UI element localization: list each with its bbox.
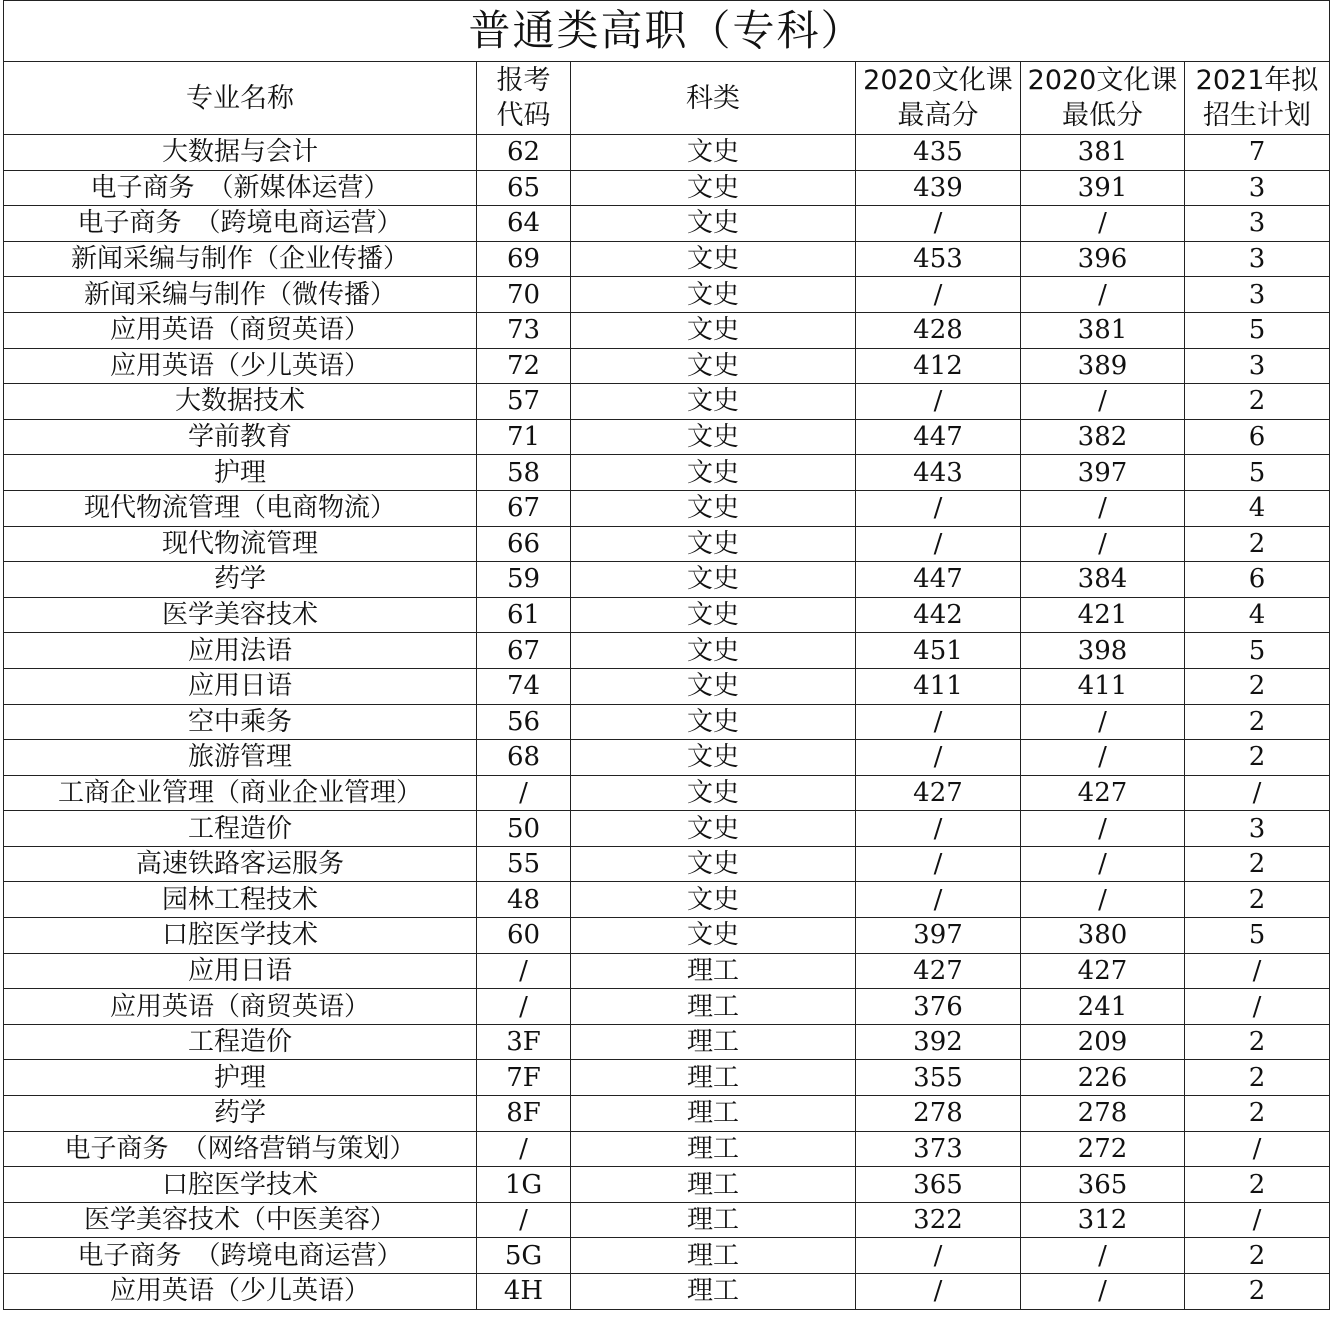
category-cell: 文史 <box>571 740 856 776</box>
code-cell: / <box>477 1131 571 1167</box>
code-cell: / <box>477 953 571 989</box>
min-score-cell: / <box>1021 704 1185 740</box>
table-row <box>4 526 1330 562</box>
table-row <box>4 277 1330 313</box>
max-score-cell: / <box>856 1238 1021 1274</box>
max-score-cell: 447 <box>856 562 1021 598</box>
major-cell: 工商企业管理（商业企业管理） <box>4 775 477 811</box>
header-code <box>477 62 571 135</box>
table-row <box>4 846 1330 882</box>
max-score-cell: / <box>856 277 1021 313</box>
major-cell: 电子商务 （新媒体运营） <box>4 170 477 206</box>
max-score-cell: 451 <box>856 633 1021 669</box>
code-cell: 67 <box>477 490 571 526</box>
code-cell: 58 <box>477 455 571 491</box>
header-category: 科类 <box>571 62 856 135</box>
plan-cell: 2 <box>1185 1024 1330 1060</box>
plan-cell: 7 <box>1185 135 1330 171</box>
plan-cell: 2 <box>1185 1167 1330 1203</box>
category-cell: 文史 <box>571 312 856 348</box>
major-cell: 大数据与会计 <box>4 135 477 171</box>
plan-cell: / <box>1185 989 1330 1025</box>
header-max-line1: 2020文化课 <box>863 65 1013 96</box>
table-row <box>4 740 1330 776</box>
min-score-cell: 411 <box>1021 668 1185 704</box>
min-score-cell: 312 <box>1021 1202 1185 1238</box>
max-score-cell: 355 <box>856 1060 1021 1096</box>
min-score-cell: / <box>1021 811 1185 847</box>
plan-cell: 3 <box>1185 170 1330 206</box>
table-row <box>4 953 1330 989</box>
major-cell: 园林工程技术 <box>4 882 477 918</box>
max-score-cell: 412 <box>856 348 1021 384</box>
min-score-cell: 226 <box>1021 1060 1185 1096</box>
plan-cell: 2 <box>1185 526 1330 562</box>
code-cell: 7F <box>477 1060 571 1096</box>
code-cell: 4H <box>477 1274 571 1310</box>
min-score-cell: 427 <box>1021 775 1185 811</box>
code-cell: / <box>477 775 571 811</box>
major-cell: 应用英语（少儿英语） <box>4 348 477 384</box>
min-score-cell: 389 <box>1021 348 1185 384</box>
code-cell: 8F <box>477 1096 571 1132</box>
major-cell: 新闻采编与制作（企业传播） <box>4 241 477 277</box>
code-cell: 64 <box>477 206 571 242</box>
table-row <box>4 170 1330 206</box>
table-row <box>4 1060 1330 1096</box>
max-score-cell: / <box>856 206 1021 242</box>
table-row <box>4 989 1330 1025</box>
min-score-cell: 398 <box>1021 633 1185 669</box>
table-row <box>4 1202 1330 1238</box>
min-score-cell: 384 <box>1021 562 1185 598</box>
table-row <box>4 811 1330 847</box>
plan-cell: 2 <box>1185 1060 1330 1096</box>
plan-cell: / <box>1185 1131 1330 1167</box>
min-score-cell: / <box>1021 384 1185 420</box>
title-row <box>4 1 1330 62</box>
table-title: 普通类高职（专科） <box>4 1 1330 62</box>
min-score-cell: / <box>1021 490 1185 526</box>
major-cell: 口腔医学技术 <box>4 918 477 954</box>
max-score-cell: 365 <box>856 1167 1021 1203</box>
max-score-cell: 442 <box>856 597 1021 633</box>
category-cell: 文史 <box>571 633 856 669</box>
major-cell: 电子商务 （网络营销与策划） <box>4 1131 477 1167</box>
category-cell: 文史 <box>571 241 856 277</box>
plan-cell: 2 <box>1185 1274 1330 1310</box>
plan-cell: 6 <box>1185 419 1330 455</box>
category-cell: 理工 <box>571 1167 856 1203</box>
plan-cell: 2 <box>1185 882 1330 918</box>
category-cell: 文史 <box>571 206 856 242</box>
min-score-cell: 209 <box>1021 1024 1185 1060</box>
code-cell: 73 <box>477 312 571 348</box>
category-cell: 理工 <box>571 1060 856 1096</box>
major-cell: 工程造价 <box>4 1024 477 1060</box>
table-row <box>4 1024 1330 1060</box>
category-cell: 文史 <box>571 846 856 882</box>
plan-cell: 3 <box>1185 277 1330 313</box>
major-cell: 应用英语（商贸英语） <box>4 989 477 1025</box>
category-cell: 理工 <box>571 1238 856 1274</box>
table-row <box>4 1167 1330 1203</box>
min-score-cell: 241 <box>1021 989 1185 1025</box>
max-score-cell: 411 <box>856 668 1021 704</box>
table-row <box>4 1131 1330 1167</box>
max-score-cell: 435 <box>856 135 1021 171</box>
min-score-cell: / <box>1021 277 1185 313</box>
table-row <box>4 882 1330 918</box>
plan-cell: 2 <box>1185 740 1330 776</box>
header-major: 专业名称 <box>4 62 477 135</box>
category-cell: 理工 <box>571 989 856 1025</box>
plan-cell: 3 <box>1185 811 1330 847</box>
max-score-cell: / <box>856 740 1021 776</box>
category-cell: 文史 <box>571 170 856 206</box>
max-score-cell: / <box>856 882 1021 918</box>
major-cell: 药学 <box>4 1096 477 1132</box>
max-score-cell: / <box>856 846 1021 882</box>
min-score-cell: / <box>1021 1238 1185 1274</box>
major-cell: 药学 <box>4 562 477 598</box>
category-cell: 文史 <box>571 775 856 811</box>
major-cell: 应用法语 <box>4 633 477 669</box>
max-score-cell: 453 <box>856 241 1021 277</box>
category-cell: 文史 <box>571 597 856 633</box>
major-cell: 大数据技术 <box>4 384 477 420</box>
plan-cell: 5 <box>1185 455 1330 491</box>
min-score-cell: 380 <box>1021 918 1185 954</box>
plan-cell: 5 <box>1185 918 1330 954</box>
code-cell: 48 <box>477 882 571 918</box>
category-cell: 文史 <box>571 490 856 526</box>
code-cell: 59 <box>477 562 571 598</box>
code-cell: 74 <box>477 668 571 704</box>
max-score-cell: 443 <box>856 455 1021 491</box>
table-row <box>4 348 1330 384</box>
category-cell: 理工 <box>571 1274 856 1310</box>
category-cell: 文史 <box>571 419 856 455</box>
code-cell: 67 <box>477 633 571 669</box>
code-cell: 70 <box>477 277 571 313</box>
header-code-line1: 报考 <box>496 65 551 96</box>
header-plan <box>1185 62 1330 135</box>
min-score-cell: 391 <box>1021 170 1185 206</box>
max-score-cell: 439 <box>856 170 1021 206</box>
major-cell: 电子商务 （跨境电商运营） <box>4 206 477 242</box>
plan-cell: 4 <box>1185 490 1330 526</box>
category-cell: 理工 <box>571 953 856 989</box>
min-score-cell: 396 <box>1021 241 1185 277</box>
code-cell: 61 <box>477 597 571 633</box>
table-row <box>4 1238 1330 1274</box>
code-cell: / <box>477 989 571 1025</box>
plan-cell: 3 <box>1185 241 1330 277</box>
major-cell: 应用日语 <box>4 668 477 704</box>
major-cell: 医学美容技术 <box>4 597 477 633</box>
category-cell: 文史 <box>571 704 856 740</box>
max-score-cell: / <box>856 811 1021 847</box>
category-cell: 理工 <box>571 1131 856 1167</box>
code-cell: 50 <box>477 811 571 847</box>
max-score-cell: / <box>856 384 1021 420</box>
category-cell: 文史 <box>571 562 856 598</box>
table-row <box>4 455 1330 491</box>
category-cell: 理工 <box>571 1202 856 1238</box>
min-score-cell: / <box>1021 1274 1185 1310</box>
min-score-cell: 382 <box>1021 419 1185 455</box>
major-cell: 应用英语（商贸英语） <box>4 312 477 348</box>
header-min-score <box>1021 62 1185 135</box>
min-score-cell: 365 <box>1021 1167 1185 1203</box>
category-cell: 文史 <box>571 811 856 847</box>
table-row <box>4 1274 1330 1310</box>
table-row <box>4 775 1330 811</box>
major-cell: 电子商务 （跨境电商运营） <box>4 1238 477 1274</box>
min-score-cell: / <box>1021 882 1185 918</box>
max-score-cell: 428 <box>856 312 1021 348</box>
major-cell: 护理 <box>4 1060 477 1096</box>
category-cell: 文史 <box>571 135 856 171</box>
major-cell: 旅游管理 <box>4 740 477 776</box>
max-score-cell: / <box>856 526 1021 562</box>
code-cell: 66 <box>477 526 571 562</box>
major-cell: 现代物流管理 <box>4 526 477 562</box>
category-cell: 理工 <box>571 1024 856 1060</box>
plan-cell: / <box>1185 953 1330 989</box>
plan-cell: 6 <box>1185 562 1330 598</box>
max-score-cell: 373 <box>856 1131 1021 1167</box>
plan-cell: 2 <box>1185 704 1330 740</box>
code-cell: 62 <box>477 135 571 171</box>
header-min-line2: 最低分 <box>1062 100 1143 131</box>
category-cell: 文史 <box>571 384 856 420</box>
code-cell: 5G <box>477 1238 571 1274</box>
max-score-cell: 392 <box>856 1024 1021 1060</box>
major-cell: 护理 <box>4 455 477 491</box>
plan-cell: 3 <box>1185 348 1330 384</box>
code-cell: 3F <box>477 1024 571 1060</box>
header-max-score <box>856 62 1021 135</box>
category-cell: 文史 <box>571 348 856 384</box>
code-cell: 72 <box>477 348 571 384</box>
min-score-cell: 272 <box>1021 1131 1185 1167</box>
table-row <box>4 668 1330 704</box>
plan-cell: / <box>1185 775 1330 811</box>
min-score-cell: / <box>1021 526 1185 562</box>
code-cell: 56 <box>477 704 571 740</box>
min-score-cell: 381 <box>1021 312 1185 348</box>
category-cell: 文史 <box>571 455 856 491</box>
table-row <box>4 312 1330 348</box>
category-cell: 文史 <box>571 526 856 562</box>
major-cell: 应用英语（少儿英语） <box>4 1274 477 1310</box>
max-score-cell: 278 <box>856 1096 1021 1132</box>
max-score-cell: 427 <box>856 953 1021 989</box>
code-cell: 65 <box>477 170 571 206</box>
table-row <box>4 597 1330 633</box>
table-row <box>4 633 1330 669</box>
min-score-cell: 381 <box>1021 135 1185 171</box>
max-score-cell: 427 <box>856 775 1021 811</box>
max-score-cell: 322 <box>856 1202 1021 1238</box>
major-cell: 现代物流管理（电商物流） <box>4 490 477 526</box>
major-cell: 应用日语 <box>4 953 477 989</box>
table-row <box>4 135 1330 171</box>
code-cell: 1G <box>477 1167 571 1203</box>
plan-cell: 3 <box>1185 206 1330 242</box>
max-score-cell: / <box>856 704 1021 740</box>
major-cell: 工程造价 <box>4 811 477 847</box>
header-row <box>4 62 1330 135</box>
min-score-cell: 421 <box>1021 597 1185 633</box>
max-score-cell: / <box>856 1274 1021 1310</box>
major-cell: 高速铁路客运服务 <box>4 846 477 882</box>
min-score-cell: 397 <box>1021 455 1185 491</box>
plan-cell: 2 <box>1185 1096 1330 1132</box>
plan-cell: / <box>1185 1202 1330 1238</box>
code-cell: 71 <box>477 419 571 455</box>
max-score-cell: 397 <box>856 918 1021 954</box>
table-row <box>4 490 1330 526</box>
plan-cell: 4 <box>1185 597 1330 633</box>
header-code-line2: 代码 <box>496 100 551 131</box>
plan-cell: 2 <box>1185 846 1330 882</box>
header-max-line2: 最高分 <box>897 100 979 131</box>
min-score-cell: / <box>1021 740 1185 776</box>
table-row <box>4 704 1330 740</box>
table-row <box>4 1096 1330 1132</box>
admissions-table <box>3 0 1330 1310</box>
table-row <box>4 384 1330 420</box>
major-cell: 新闻采编与制作（微传播） <box>4 277 477 313</box>
major-cell: 学前教育 <box>4 419 477 455</box>
max-score-cell: 376 <box>856 989 1021 1025</box>
category-cell: 理工 <box>571 1096 856 1132</box>
plan-cell: 2 <box>1185 384 1330 420</box>
code-cell: 55 <box>477 846 571 882</box>
header-plan-line1: 2021年拟 <box>1195 65 1319 96</box>
major-cell: 医学美容技术（中医美容） <box>4 1202 477 1238</box>
min-score-cell: / <box>1021 846 1185 882</box>
min-score-cell: 427 <box>1021 953 1185 989</box>
max-score-cell: / <box>856 490 1021 526</box>
plan-cell: 2 <box>1185 668 1330 704</box>
category-cell: 文史 <box>571 918 856 954</box>
min-score-cell: / <box>1021 206 1185 242</box>
category-cell: 文史 <box>571 668 856 704</box>
code-cell: 57 <box>477 384 571 420</box>
table-row <box>4 419 1330 455</box>
admissions-sheet <box>3 0 1329 1334</box>
major-cell: 口腔医学技术 <box>4 1167 477 1203</box>
max-score-cell: 447 <box>856 419 1021 455</box>
plan-cell: 5 <box>1185 633 1330 669</box>
table-row <box>4 562 1330 598</box>
category-cell: 文史 <box>571 882 856 918</box>
header-plan-line2: 招生计划 <box>1203 100 1312 131</box>
code-cell: 69 <box>477 241 571 277</box>
code-cell: 60 <box>477 918 571 954</box>
code-cell: / <box>477 1202 571 1238</box>
table-row <box>4 918 1330 954</box>
major-cell: 空中乘务 <box>4 704 477 740</box>
category-cell: 文史 <box>571 277 856 313</box>
table-row <box>4 206 1330 242</box>
plan-cell: 5 <box>1185 312 1330 348</box>
header-min-line1: 2020文化课 <box>1027 65 1178 96</box>
code-cell: 68 <box>477 740 571 776</box>
table-row <box>4 241 1330 277</box>
plan-cell: 2 <box>1185 1238 1330 1274</box>
min-score-cell: 278 <box>1021 1096 1185 1132</box>
